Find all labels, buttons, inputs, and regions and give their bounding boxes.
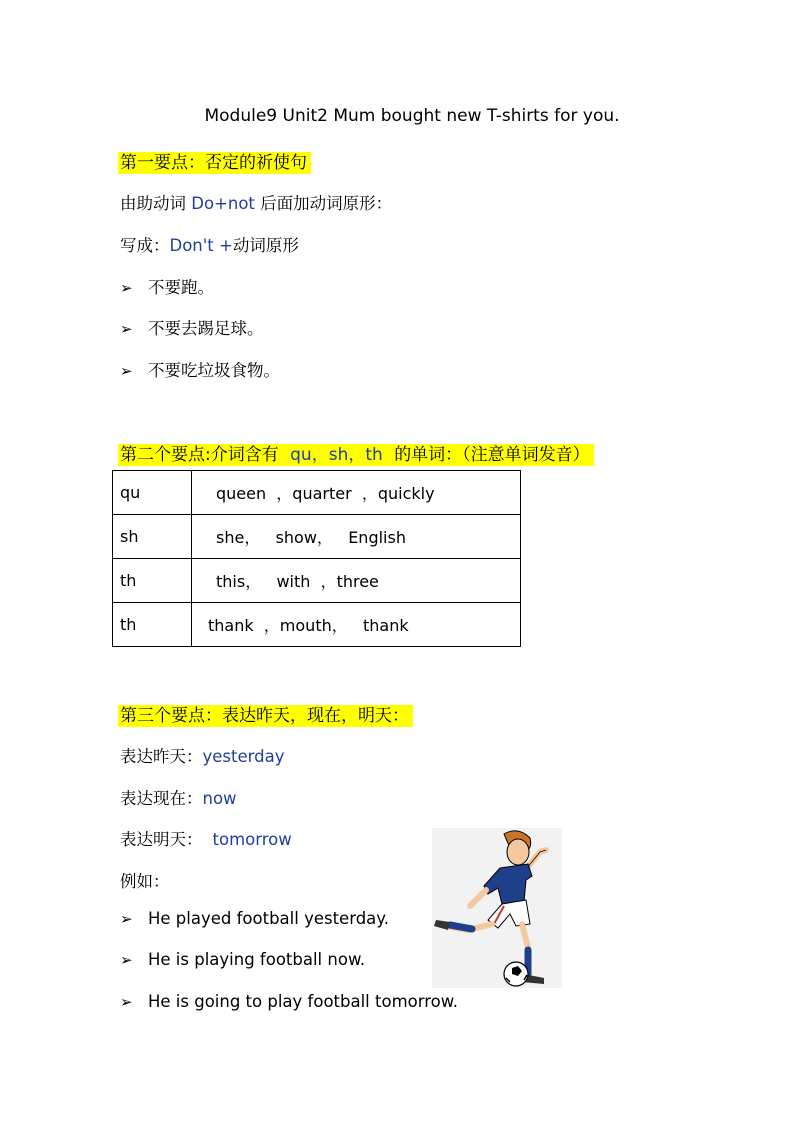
yesterday-line bbox=[120, 743, 284, 767]
soccer-player-illustration bbox=[432, 828, 562, 988]
now-word: now bbox=[202, 789, 237, 808]
section3-heading bbox=[118, 701, 413, 726]
section1-form-line bbox=[120, 232, 299, 256]
section2-heading-part-c: 的单词：（注意单词发音） bbox=[392, 444, 594, 466]
now-line bbox=[120, 785, 237, 809]
bullet-text: 不要吃垃圾食物。 bbox=[148, 361, 280, 380]
now-label: 表达现在： bbox=[120, 789, 203, 808]
section1-rule-line bbox=[120, 190, 392, 214]
bullet-arrow-icon: ➢ bbox=[120, 951, 133, 969]
sound-cell: th bbox=[113, 559, 192, 603]
section1-heading bbox=[118, 148, 311, 173]
phonics-table bbox=[112, 470, 521, 647]
table-row bbox=[113, 471, 521, 515]
tomorrow-word: tomorrow bbox=[212, 830, 292, 849]
words-cell: queen ，quarter ，quickly bbox=[192, 471, 521, 515]
document-title: Module9 Unit2 Mum bought new T-shirts for you. bbox=[204, 106, 620, 126]
table-row bbox=[113, 559, 521, 603]
example-text: He is playing football now. bbox=[148, 950, 366, 969]
example-label: 例如： bbox=[120, 872, 170, 891]
section1-heading-text: 第一要点：否定的祈使句 bbox=[118, 152, 311, 174]
sound-cell: qu bbox=[113, 471, 192, 515]
example-text: He is going to play football tomorrow. bbox=[148, 992, 458, 1011]
list-item bbox=[120, 357, 280, 381]
sound-cell: th bbox=[113, 603, 192, 647]
tomorrow-label: 表达明天： bbox=[120, 830, 203, 849]
list-item bbox=[120, 950, 365, 969]
bullet-arrow-icon: ➢ bbox=[120, 320, 133, 338]
bullet-text: 不要跑。 bbox=[148, 278, 214, 297]
section2-heading-part-b: qu，sh，th bbox=[288, 444, 392, 466]
rule-suffix: 后面加动词原形： bbox=[254, 194, 393, 213]
soccer-player-icon bbox=[432, 828, 562, 988]
sound-cell: sh bbox=[113, 515, 192, 559]
bullet-arrow-icon: ➢ bbox=[120, 362, 133, 380]
table-row bbox=[113, 515, 521, 559]
form-keyword: Don't + bbox=[169, 236, 233, 255]
example-text: He played football yesterday. bbox=[148, 909, 389, 928]
table-row bbox=[113, 603, 521, 647]
words-cell: this， with ，three bbox=[192, 559, 521, 603]
words-cell: she， show， English bbox=[192, 515, 521, 559]
list-item bbox=[120, 992, 458, 1011]
list-item bbox=[120, 909, 389, 928]
rule-prefix: 由助动词 bbox=[120, 194, 192, 213]
section2-heading bbox=[118, 440, 594, 465]
section3-heading-text: 第三个要点：表达昨天，现在，明天： bbox=[118, 705, 413, 727]
rule-keyword: Do+not bbox=[191, 194, 255, 213]
words-cell: thank ，mouth， thank bbox=[192, 603, 521, 647]
tomorrow-line bbox=[120, 826, 292, 850]
bullet-arrow-icon: ➢ bbox=[120, 279, 133, 297]
list-item bbox=[120, 274, 214, 298]
yesterday-word: yesterday bbox=[202, 747, 285, 766]
form-prefix: 写成： bbox=[120, 236, 170, 255]
section2-heading-part-a: 第二个要点:介词含有 bbox=[118, 444, 288, 466]
form-suffix: 动词原形 bbox=[232, 236, 299, 255]
bullet-arrow-icon: ➢ bbox=[120, 993, 133, 1011]
bullet-text: 不要去踢足球。 bbox=[148, 319, 264, 338]
list-item bbox=[120, 315, 264, 339]
bullet-arrow-icon: ➢ bbox=[120, 910, 133, 928]
yesterday-label: 表达昨天： bbox=[120, 747, 203, 766]
